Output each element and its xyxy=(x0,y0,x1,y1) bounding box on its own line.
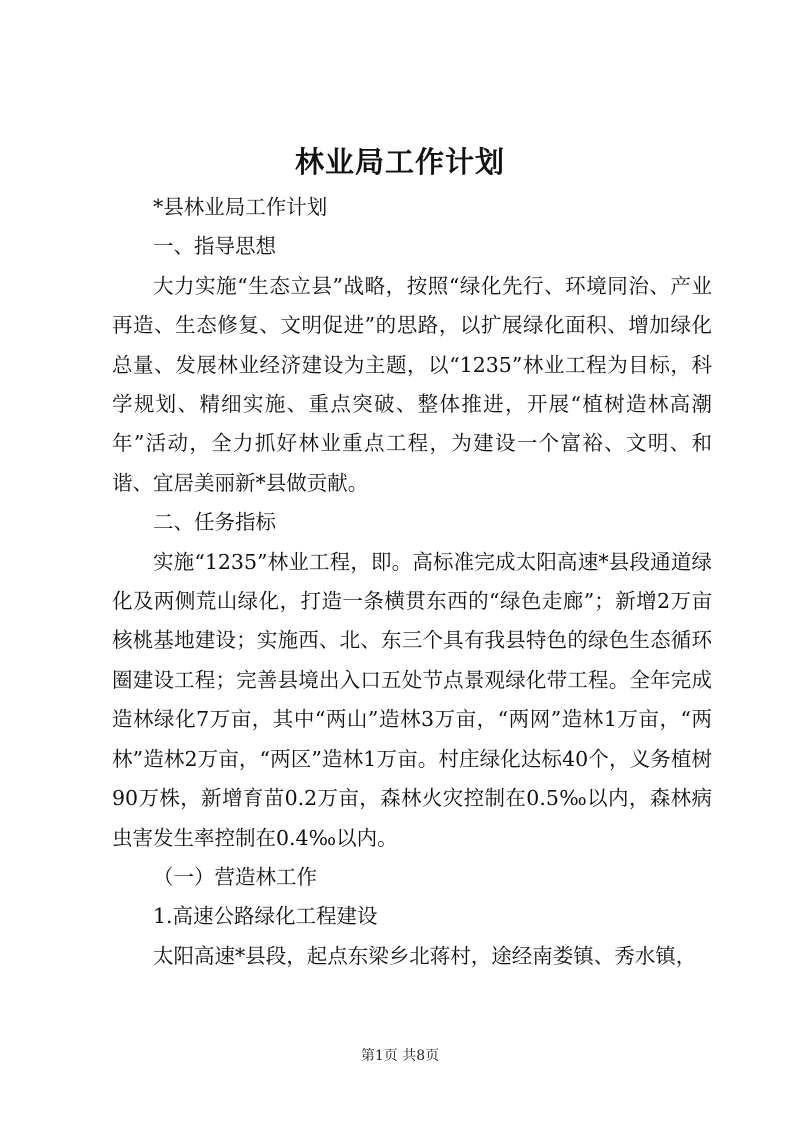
section-heading-guiding-thought: 一、指导思想 xyxy=(153,234,276,259)
page-number: 第1页 共8页 xyxy=(360,1048,440,1064)
guiding-thought-paragraph: 大力实施“生态立县”战略，按照“绿化先行、环境同治、产业再造、生态修复、文明促进”的思路，以扩展绿化面积、增加绿化总量、发展林业经济建设为主题，以“1235”林业工程为目标，科学规划、精细实施、重点突破、整体推进，开展“植树造林高潮年”活动，全力抓好林业重点工程，为建设一个富裕、文明、和谐、宜居美丽新*县做贡献。 xyxy=(112,273,712,495)
highway-greening-paragraph: 太阳高速*县段，起点东梁乡北蒋村，途经南娄镇、秀水镇， xyxy=(153,943,697,968)
item-heading-highway-greening: 1.高速公路绿化工程建设 xyxy=(153,904,378,929)
plan-heading: *县林业局工作计划 xyxy=(153,195,328,219)
section-heading-task-targets: 二、任务指标 xyxy=(153,510,276,535)
document-body xyxy=(112,188,712,976)
task-targets-paragraph: 实施“1235”林业工程，即。高标准完成太阳高速*县段通道绿化及两侧荒山绿化，打造一条横贯东西的“绿色走廊”；新增2万亩核桃基地建设；实施西、北、东三个具有我县特色的绿色生态循环圈建设工程；完善县境出入口五处节点景观绿化带工程。全年完成造林绿化7万亩，其中“两山”造林3万亩，“两网”造林1万亩，“两林”造林2万亩，“两区”造林1万亩。村庄绿化达标40个，义务植树90万株，新增育苗0.2万亩，森林火灾控制在0.5‰以内，森林病虫害发生率控制在0.4‰以内。 xyxy=(112,549,712,850)
subsection-heading-afforestation: （一）营造林工作 xyxy=(153,864,317,889)
document-title: 林业局工作计划 xyxy=(294,145,505,179)
page-footer xyxy=(0,1046,800,1066)
